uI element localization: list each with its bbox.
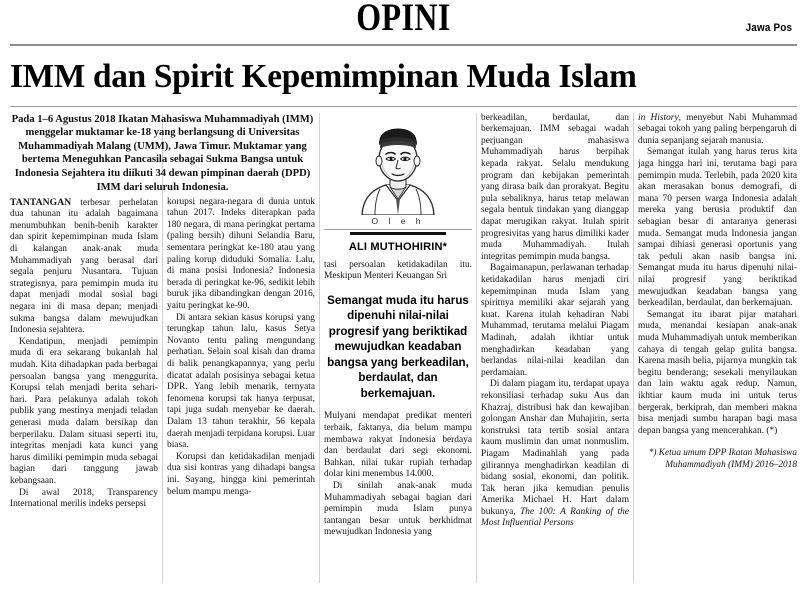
newspaper-brand: Jawa Pos <box>745 22 793 34</box>
paragraph: Di antara sekian kasus korupsi yang terungkap tahun lalu, kasus Setya Novanto tentu paling mengundang perhatian. Selain soal kisah dan drama di balik penangkapannya, yang perlu dicatat adalah posisinya sebagai ketua DPR. Yang lebih menarik, ternyata fenomena korupsi tak hanya terpusat, tapi juga sudah menyebar ke daerah. Dalam 13 tahun terakhir, 56 kepala daerah menjadi terpidana korupsi. Luar biasa. <box>167 312 315 451</box>
byline-divider <box>324 229 472 230</box>
paragraph: Korupsi dan ketidakadilan menjadi dua sisi kontras yang dihadapi bangsa ini. Sayang, hingga kini pemerintah belum mampu menga- <box>167 451 315 497</box>
masthead <box>0 0 807 44</box>
article-lead-paragraph: Pada 1–6 Agustus 2018 Ikatan Mahasiswa Muhammadiyah (IMM) menggelar muktamar ke-18 yang berlangsung di Universitas Muhammadiyah Malang (UMM), Jawa Timur. Muktamar yang bertema Meneguhkan Pancasila sebagai Sukma Bangsa untuk Indonesia Sejahtera itu diikuti 34 dewan pimpinan daerah (DPD) IMM dari seluruh Indonesia. <box>11 113 314 193</box>
paragraph-text: terbesar perhelatan dua tahunan itu adalah bagaimana menumbuhkan benih-benih karakter dan spirit kepemimpinan muda Islam di kalangan anak-anak muda Muhammadiyah yang berasal dari segala penjuru Nusantara. Tujuan strategisnya, para pemimpin muda itu dapat menjadi modal sosial bagi negara ini di masa depan; menjadi sukma bangsa dalam mewujudkan Indonesia sejahtera. <box>10 197 158 336</box>
article-columns <box>10 113 797 583</box>
paragraph: korupsi negara-negara di dunia untuk tahun 2017. Indeks diterapkan pada 180 negara, di mana peringkat pertama (paling bersih) dihuni Selandia Baru, sementara peringkat ke-180 atau yang paling korup diduduki Somalia. Lalu, di mana posisi Indonesia? Indonesia berada di peringkat ke-96, sedikit lebih buruk jika dibandingkan dengan 2016, yaitu peringkat ke-90. <box>167 196 315 312</box>
paragraph: tasi persoalan ketidakadilan itu. Meskipun Menteri Keuangan Sri <box>324 259 472 282</box>
paragraph-text: , menyebut Nabi Muhammad sebagai tokoh yang paling berpengaruh di dunia sepanjang sejarah manusia. <box>638 112 797 146</box>
column-3 <box>324 113 472 583</box>
article-headline: IMM dan Spirit Kepemimpinan Muda Islam <box>10 58 637 95</box>
lead-capital-word: TANTANGAN <box>10 196 72 208</box>
column-5 <box>638 113 797 583</box>
paragraph: Di sinilah anak-anak muda Muhammadiyah sebagai bagian dari pemimpin muda Islam punya tantangan besar untuk berkhidmat mewujudkan Indonesia yang <box>324 480 472 538</box>
paragraph: Bagaimanapun, perlawanan terhadap ketidakadilan harus menjadi ciri kepemimpinan muda Islam yang spiritnya memiliki akar sejarah yang kuat. Karena itulah kehadiran Nabi Muhammad, terutama melalui Piagam Madinah, adalah ikhtiar untuk menghadirkan keadaban yang berlandas nilai-nilai keadilan dan perdamaian. <box>481 263 629 378</box>
author-name: ALI MUTHOHIRIN* <box>348 240 448 253</box>
book-title-continued: in History <box>638 112 679 123</box>
author-portrait-illustration <box>350 115 446 215</box>
byline-underline <box>350 232 446 235</box>
author-block <box>324 113 472 253</box>
paragraph <box>10 197 158 337</box>
paragraph: berkeadilan, berdaulat, dan berkemajuan. IMM sebagai wadah perjuangan mahasiswa Muhammadiyah harus berpihak kepada rakyat. Selalu mendukung program dan kebijakan pemerintah yang dirasa baik dan prorakyat. Begitu pula sebaliknya, harus tetap melawan segala bentuk tindakan yang dianggap dapat merugikan rakyat. Itulah spirit progresivitas yang harus dimiliki kader muda Muhammadiyah. Itulah integritas pemimpin muda bangsa. <box>481 112 629 262</box>
pull-quote: Semangat muda itu harus dipenuhi nilai-nilai progresif yang beriktikad mewujudkan keadaban bangsa yang berkeadilan, berdaulat, dan berkemajuan. <box>327 293 469 400</box>
book-title: The 100: A Ranking of the Most Influential Persons <box>481 506 629 529</box>
paragraph <box>481 379 629 530</box>
column-2 <box>167 113 315 583</box>
headline-container <box>0 46 807 104</box>
paragraph: Semangat itulah yang harus terus kita jaga hingga hari ini, terutama bagi para pemimpin muda. Terlebih, pada 2020 kita akan merasakan bonus demografi, di mana 70 persen warga Indonesia adalah mereka yang berusia produktif dan sebagian besar di antaranya generasi muda. Semangat muda Indonesia jangan sampai dihiasi generasi oportunis yang tak peduli akan nasib bangsa ini. Semangat muda itu harus dipenuhi nilai-nilai progresif yang beriktikad mewujudkan keadaban bangsa yang berkeadilan, berdaulat, dan berkemajuan. <box>638 147 797 309</box>
paragraph-text: Di dalam piagam itu, terdapat upaya rekonsiliasi terhadap suku Aus dan Khazraj, distribusi hak dan kewajiban golongan Anshar dan Muhajirin, serta konstruksi tata tertib sosial antara kaum muslimin dan umat nonmuslim. Piagam Madinahlah yang pada gilirannya menghadirkan keadilan di bidang sosial, ekonomi, dan politik. Tak heran jika kemudian penulis Amerika Michael H. Hart dalam bukunya, <box>481 379 629 517</box>
paragraph: Kendatipun, menjadi pemimpin muda di era sekarang bukanlah hal mudah. Kita dihadapkan pada berbagai persoalan bangsa yang menggurita. Korupsi telah menjadi berita sehari-hari. Para pelakunya adalah tokoh publik yang mestinya menjadi teladan generasi muda dalam bersikap dan berperilaku. Dalam situasi seperti itu, integritas menjadi kata kunci yang harus dimiliki pemimpin muda sebagai bagian dari tanggung jawab kebangsaan. <box>10 336 158 486</box>
paragraph: Di awal 2018, Transparency International merilis indeks persepsi <box>10 487 158 510</box>
paragraph: Semangat itu ibarat pijar matahari muda, menandai kesiapan anak-anak muda Muhammadiyah untuk memberikan cahaya di tengah gelap gulita bangsa. Karena masih belia, pijarnya mungkin tak begitu benderang; sesekali menyilaukan dan lain waktu agak redup. Namun, ikhtiar kaum muda ini untuk terus bergerak, berkiprah, dan memberi makna bisa menjadi sumbu harapan bagi masa depan bangsa yang mencerahkan. (*) <box>638 309 797 436</box>
column-separator <box>633 113 634 583</box>
column-separator <box>476 113 477 583</box>
paragraph: Mulyani mendapat predikat menteri terbaik, faktanya, dia belum mampu membawa rakyat Indonesia berdaya dan berdaulat dari segi ekonomi. Bahkan, nilai tukar rupiah terhadap dolar kini menembus 14.000. <box>324 411 472 480</box>
column-4 <box>481 113 629 583</box>
column-1 <box>10 113 158 583</box>
paragraph <box>638 113 797 148</box>
author-credit: *) Ketua umum DPP Ikatan Mahasiswa Muhammadiyah (IMM) 2016–2018 <box>648 448 797 471</box>
section-title: OPINI <box>356 0 451 39</box>
headline-divider <box>10 106 797 107</box>
byline-label: O l e h <box>371 215 425 226</box>
column-separator <box>319 113 320 583</box>
